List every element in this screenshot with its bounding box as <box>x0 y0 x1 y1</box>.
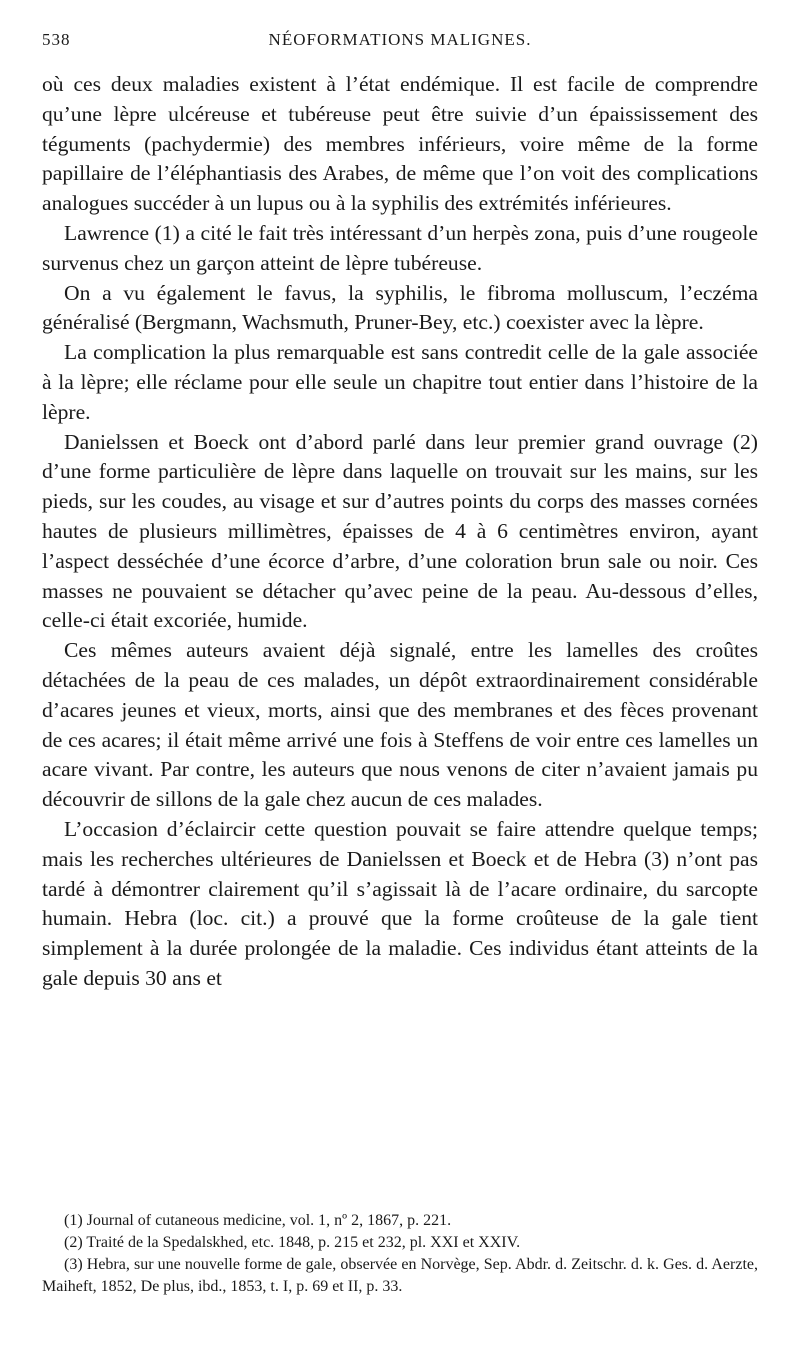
paragraph: où ces deux maladies existent à l’état endémique. Il est facile de comprendre qu’une lèpre ulcéreuse et tubéreuse peut être suivie d’un épaississement des téguments (pachydermie) des membres inférieurs, voire même de la forme papillaire de l’éléphantiasis des Arabes, de même que l’on voit des complications analogues succéder à un lupus ou à la syphilis des extrémités inférieures. <box>42 72 758 216</box>
paragraph: Ces mêmes auteurs avaient déjà signalé, entre les lamelles des croûtes détachées de la peau de ces malades, un dépôt extraordinairement considérable d’acares jeunes et vieux, morts, ainsi que des membranes et des fèces provenant de ces acares; il était même arrivé une fois à Steffens de voir entre ces lamelles un acare vivant. Par contre, les auteurs que nous venons de citer n’avaient jamais pu découvrir de sillons de la gale chez aucun de ces malades. <box>42 638 758 812</box>
running-header <box>42 30 758 58</box>
footnotes <box>42 1210 758 1298</box>
paragraph: La complication la plus remarquable est sans contredit celle de la gale associée à la lèpre; elle réclame pour elle seule un chapitre tout entier dans l’histoire de la lèpre. <box>42 340 758 424</box>
paragraph: On a vu également le favus, la syphilis, le fibroma molluscum, l’eczéma généralisé (Bergmann, Wachsmuth, Pruner-Bey, etc.) coexister avec la lèpre. <box>42 280 758 335</box>
running-title: NÉOFORMATIONS MALIGNES. <box>268 30 532 49</box>
paragraph: Lawrence (1) a cité le fait très intéressant d’un herpès zona, puis d’une rougeole survenus chez un garçon atteint de lèpre tubéreuse. <box>42 220 758 275</box>
page-number: 538 <box>42 30 71 49</box>
paragraph: L’occasion d’éclaircir cette question pouvait se faire attendre quelque temps; mais les recherches ultérieures de Danielssen et Boeck et de Hebra (3) n’ont pas tardé à démontrer clairement qu’il s’agissait là de l’acare ordinaire, du sarcopte humain. Hebra (loc. cit.) a prouvé que la forme croûteuse de la gale tient simplement à la durée prolongée de la maladie. Ces individus étant atteints de la gale depuis 30 ans et <box>42 816 758 990</box>
paragraph: Danielssen et Boeck ont d’abord parlé dans leur premier grand ouvrage (2) d’une forme particulière de lèpre dans laquelle on trouvait sur les mains, sur les pieds, sur les coudes, au visage et sur d’autres points du corps des masses cornées hautes de plusieurs millimètres, épaisses de 4 à 6 centimètres environ, ayant l’aspect desséchée d’une écorce d’arbre, d’une coloration brun sale ou noir. Ces masses ne pouvaient se détacher qu’avec peine de la peau. Au-dessous d’elles, celle-ci était excoriée, humide. <box>42 429 758 633</box>
main-text <box>42 70 758 994</box>
footnote: (2) Traité de la Spedalskhed, etc. 1848, p. 215 et 232, pl. XXI et XXIV. <box>64 1234 521 1251</box>
footnote: (1) Journal of cutaneous medicine, vol. 1, nº 2, 1867, p. 221. <box>64 1212 452 1229</box>
footnote: (3) Hebra, sur une nouvelle forme de gale, observée en Norvège, Sep. Abdr. d. Zeitschr. d. k. Ges. d. Aerzte, Maiheft, 1852, De plus, ibd., 1853, t. I, p. 69 et II, p. 33. <box>42 1256 758 1295</box>
